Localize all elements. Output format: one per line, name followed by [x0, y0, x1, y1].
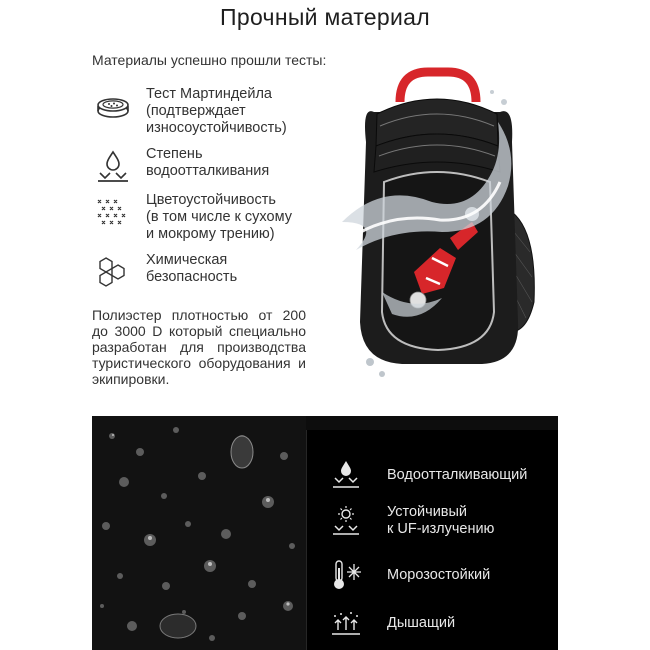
feature-martindale [92, 86, 287, 137]
water-drops-fabric-image [92, 416, 306, 650]
property-breathable-text: Дышащий [387, 614, 456, 631]
feature-water-repellency-text: Степень водоотталкивания [146, 146, 270, 179]
property-water-repellent-text: Водоотталкивающий [387, 466, 528, 483]
chemical-safety-icon [92, 252, 134, 294]
feature-chemical-safety [92, 252, 237, 294]
page-title: Прочный материал [220, 4, 430, 30]
colorfastness-icon [92, 192, 134, 234]
feature-colorfastness [92, 192, 292, 243]
backpack-image [322, 62, 552, 392]
property-frost-resistant-text: Морозостойкий [387, 566, 491, 583]
feature-colorfastness-text: Цветоустойчивость (в том числе к сухому и мокрому трению) [146, 192, 292, 242]
property-breathable [329, 606, 455, 640]
property-frost-resistant [329, 558, 490, 592]
sun-uv-icon [329, 504, 363, 538]
property-uv-resistant-text: Устойчивый к UF-излучению [387, 504, 495, 537]
water-drop-icon [329, 458, 363, 492]
material-properties-section [92, 416, 558, 650]
feature-martindale-text: Тест Мартиндейла (подтверждает износоустойчивость) [146, 86, 287, 136]
feature-water-repellency [92, 146, 269, 188]
material-description: Полиэстер плотностью от 200 до 3000 D который специально разработан для производства туристического оборудования и экипировки. [92, 307, 306, 387]
property-uv-resistant [329, 504, 494, 538]
tests-subtitle: Материалы успешно прошли тесты: [92, 52, 327, 68]
feature-chemical-safety-text: Химическая безопасность [146, 252, 238, 285]
thermometer-snowflake-icon [329, 558, 363, 592]
property-water-repellent [329, 458, 527, 492]
water-repellent-icon [92, 146, 134, 188]
breathable-icon [329, 606, 363, 640]
properties-panel [306, 430, 558, 650]
martindale-test-icon [92, 86, 134, 128]
